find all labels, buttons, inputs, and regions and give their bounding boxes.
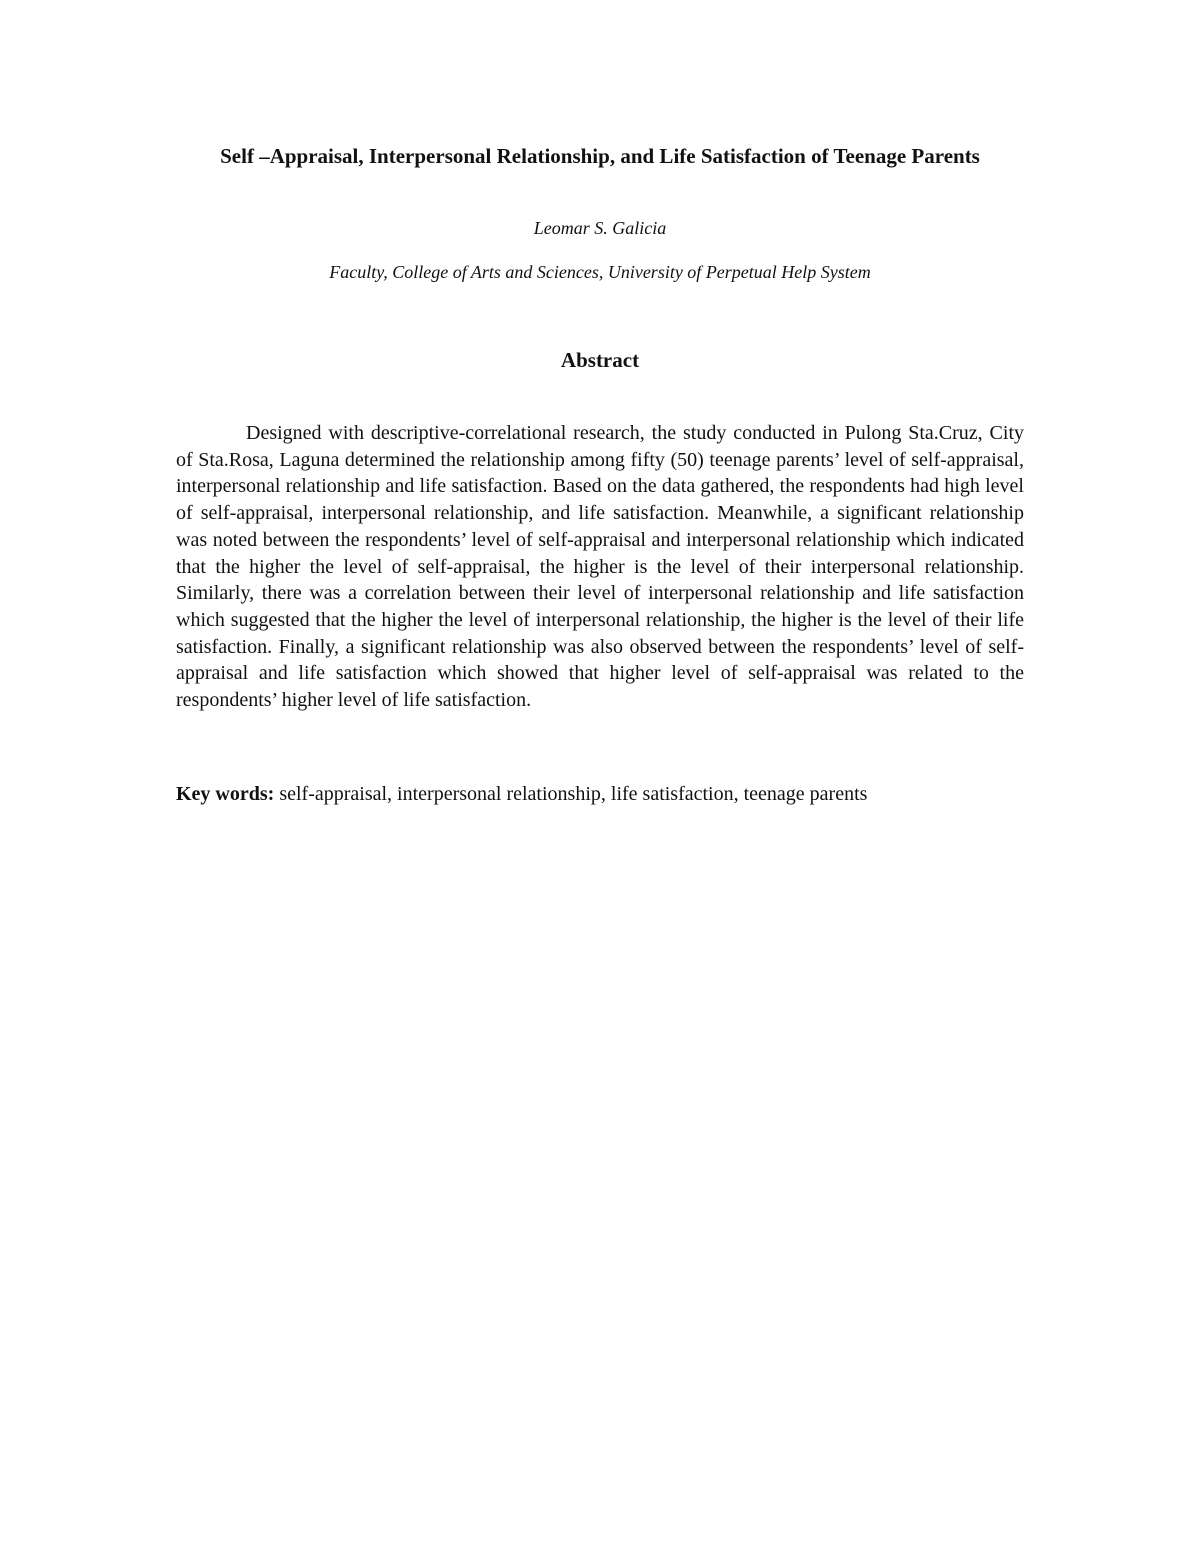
author-affiliation: Faculty, College of Arts and Sciences, University of Perpetual Help System: [329, 262, 871, 282]
keywords-line: [176, 781, 1024, 807]
paper-title: Self –Appraisal, Interpersonal Relationship, and Life Satisfaction of Teenage Parents: [220, 144, 980, 168]
author-name: Leomar S. Galicia: [533, 218, 667, 238]
abstract-body: Designed with descriptive-correlational research, the study conducted in Pulong Sta.Cruz, City of Sta.Rosa, Laguna determined the relationship among fifty (50) teenage parents’ level of self-appraisal, interpersonal relationship and life satisfaction. Based on the data gathered, the respondents had high level of self-appraisal, interpersonal relationship, and life satisfaction. Meanwhile, a significant relationship was noted between the respondents’ level of self-appraisal and interpersonal relationship which indicated that the higher the level of self-appraisal, the higher is the level of their interpersonal relationship. Similarly, there was a correlation between their level of interpersonal relationship and life satisfaction which suggested that the higher the level of interpersonal relationship, the higher is the level of their life satisfaction. Finally, a significant relationship was also observed between the respondents’ level of self-appraisal and life satisfaction which showed that higher level of self-appraisal was related to the respondents’ higher level of life satisfaction.: [176, 422, 1024, 712]
abstract-heading: Abstract: [560, 348, 640, 372]
keywords-text: self-appraisal, interpersonal relationship, life satisfaction, teenage parents: [274, 783, 868, 805]
keywords-label: Key words:: [176, 783, 275, 805]
